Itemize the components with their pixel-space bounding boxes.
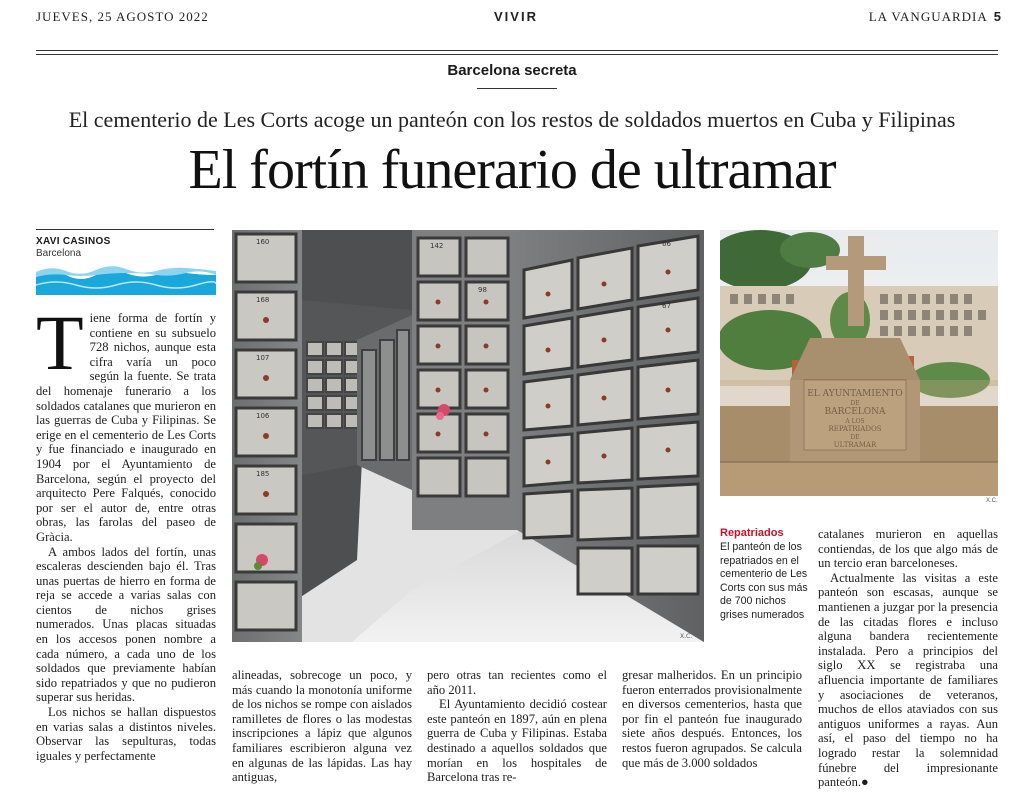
caption-text: El panteón de los repatriados en el cementerio de Les Corts con sus más de 700 nichos grises numerados: [720, 541, 808, 621]
monument-inscription: A LOS: [845, 418, 865, 425]
article-column-5: [818, 527, 998, 790]
niche-number: 66: [662, 240, 671, 248]
monument-inscription: REPATRIADOS: [828, 425, 882, 433]
niche-number: 185: [256, 470, 270, 478]
monument-inscription: DE: [850, 434, 860, 441]
paragraph: Los nichos se hallan dispuestos en varias salas a distintos niveles. Observar las sepulturas, todas iguales y perfectamente: [36, 705, 216, 763]
paragraph: pero otras tan recientes como el año 2011.: [427, 668, 607, 697]
monument-inscription: DE: [850, 400, 860, 407]
niche-number: 168: [256, 296, 270, 304]
monument-inscription: BARCELONA: [824, 407, 886, 417]
issue-date: JUEVES, 25 AGOSTO 2022: [36, 9, 209, 24]
section-label-rule: [477, 88, 557, 89]
end-mark: ●: [861, 775, 869, 790]
monument-inscription: EL AYUNTAMIENTO: [807, 389, 903, 399]
niche-number: 98: [478, 286, 487, 294]
paragraph: El Ayuntamiento decidió costear este panteón en 1897, aún en plena guerra de Cuba y Filipinas. Estaba destinado a aquellos soldados que morían en los hospitales de Barcelona tras re-: [427, 697, 607, 785]
niche-room-photo: [232, 230, 704, 642]
newspaper-masthead: [869, 9, 1002, 25]
header-rule-top: [36, 50, 998, 51]
byline-rule: [36, 229, 214, 230]
monument-photo: [720, 230, 998, 496]
photo-credit: X.C.: [986, 498, 998, 504]
header-rule-bottom: [36, 54, 998, 55]
author-name: XAVI CASINOS: [36, 236, 111, 247]
section-name: VIVIR: [494, 9, 538, 24]
newspaper-name: LA VANGUARDIA: [868, 9, 988, 24]
subheadline: El cementerio de Les Corts acoge un panteón con los restos de soldados muertos en Cuba y Filipinas: [68, 107, 956, 132]
page-number: 5: [993, 9, 1002, 24]
paragraph: [36, 299, 216, 545]
article-column-1: [36, 299, 216, 763]
paragraph-text: Actualmente las visitas a este panteón son escasas, aunque se mantienen a juzgar por la presencia de las citadas flores e incluso alguna bandera recientemente instalada. Pero a principios del siglo XX se registraba una afluencia importante de familiares y asociaciones de veteranos, muchos de ellos ataviados con sus antiguos uniformes a rayas. Aun así, el paso del tiempo no ha logrado restar la solemnidad fúnebre del impresionante panteón.: [818, 570, 998, 790]
paragraph: catalanes murieron en aquellas contiendas, de los que algo más de un tercio eran barceloneses.: [818, 527, 998, 571]
section-label: Barcelona secreta: [447, 62, 577, 79]
niche-number: 67: [662, 302, 671, 310]
paragraph: alineadas, sobrecoge un poco, y más cuando la monotonía uniforme de los nichos se rompe con aislados ramilletes de flores o las modestas inscripciones a lápiz que algunos familiares escribieron alguna vez en algunas de las lápidas. Las hay antiguas,: [232, 668, 412, 785]
photo-credit: X.C.: [680, 633, 693, 640]
paragraph: A ambos lados del fortín, unas escaleras descienden bajo él. Tras unas puertas de hierro en forma de reja se accede a varias salas con cientos de nichos grises numerados. Unas placas situadas en los accesos ponen nombre a cada número, a cada uno de los soldados que previamente habían sido repatriados y que no pudieron superar sus heridas.: [36, 544, 216, 705]
paragraph-text: iene forma de fortín y contiene en su subsuelo 728 nichos, aunque esta cifra varía un poco según la fuente. Se trata del homenaje funerario a los soldados catalanes que murieron en las guerras de Cuba y Filipinas. Se erige en el cementerio de Les Corts y fue financiado e inaugurado en 1904 por el Ayuntamiento de Barcelona, según el proyecto del arquitecto Pere Falqués, conocido por ser el autor de, entre otras obras, las farolas del paseo de Gràcia.: [36, 311, 216, 544]
headline: El fortín funerario de ultramar: [188, 139, 836, 201]
niche-number: 106: [256, 412, 270, 420]
paragraph: gresar malheridos. En un principio fueron enterrados provisionalmente en diversos cementerios, hasta que por fin el panteón fue inaugurado siete años después. Entonces, los restos fueron agrupados. Se calcula que más de 3.000 soldados: [622, 668, 802, 770]
drop-cap: T: [36, 299, 84, 386]
monument-inscription: ULTRAMAR: [833, 441, 877, 449]
author-location: Barcelona: [36, 248, 82, 259]
article-column-4: [622, 668, 802, 770]
wave-logo: [36, 263, 216, 295]
article-column-3: [427, 668, 607, 785]
paragraph: [818, 571, 998, 790]
niche-number: 160: [256, 238, 270, 246]
niche-number: 142: [430, 242, 444, 250]
niche-number: 107: [256, 354, 270, 362]
caption-title: Repatriados: [720, 527, 784, 539]
article-column-2: [232, 668, 412, 785]
